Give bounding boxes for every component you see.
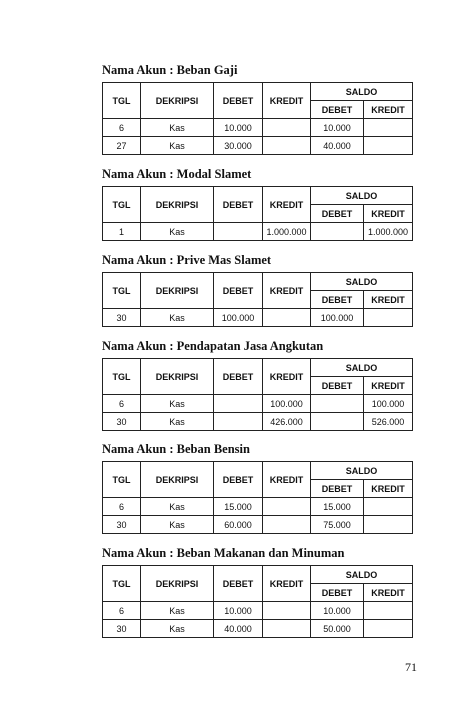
header-saldo-kredit: KREDIT [364, 205, 413, 223]
header-debet: DEBET [214, 187, 263, 223]
cell-deskripsi: Kas [141, 602, 214, 620]
table-row [103, 620, 413, 638]
page-number: 71 [405, 660, 417, 674]
cell-saldo-kredit [364, 119, 413, 137]
cell-deskripsi: Kas [141, 498, 214, 516]
header-kredit: KREDIT [263, 462, 311, 498]
header-kredit: KREDIT [263, 187, 311, 223]
ledger-section [102, 252, 412, 327]
table-row [103, 137, 413, 155]
cell-saldo-kredit: 100.000 [364, 395, 413, 413]
header-saldo: SALDO [311, 83, 413, 101]
cell-deskripsi: Kas [141, 620, 214, 638]
table-row [103, 309, 413, 327]
cell-saldo-debet: 75.000 [311, 516, 364, 534]
header-tgl: TGL [103, 187, 141, 223]
header-saldo-debet: DEBET [311, 291, 364, 309]
cell-deskripsi: Kas [141, 516, 214, 534]
cell-saldo-debet: 100.000 [311, 309, 364, 327]
header-row [103, 273, 413, 291]
cell-kredit [263, 516, 311, 534]
cell-kredit [263, 137, 311, 155]
header-saldo-debet: DEBET [311, 377, 364, 395]
ledger-title: Nama Akun : Pendapatan Jasa Angkutan [102, 339, 324, 353]
header-tgl: TGL [103, 566, 141, 602]
header-saldo: SALDO [311, 566, 413, 584]
cell-tgl: 6 [103, 119, 141, 137]
cell-debet: 40.000 [214, 620, 263, 638]
header-debet: DEBET [214, 359, 263, 395]
header-deskripsi: DEKRIPSI [141, 462, 214, 498]
cell-debet [214, 395, 263, 413]
cell-deskripsi: Kas [141, 223, 214, 241]
cell-deskripsi: Kas [141, 137, 214, 155]
cell-deskripsi: Kas [141, 309, 214, 327]
cell-saldo-debet [311, 413, 364, 431]
cell-debet: 10.000 [214, 119, 263, 137]
header-saldo-kredit: KREDIT [364, 584, 413, 602]
table-row [103, 498, 413, 516]
ledger-table [102, 461, 413, 534]
ledger-table [102, 358, 413, 431]
cell-saldo-kredit [364, 498, 413, 516]
cell-saldo-debet: 10.000 [311, 119, 364, 137]
cell-kredit [263, 620, 311, 638]
header-deskripsi: DEKRIPSI [141, 359, 214, 395]
header-deskripsi: DEKRIPSI [141, 273, 214, 309]
cell-debet: 30.000 [214, 137, 263, 155]
cell-kredit: 1.000.000 [263, 223, 311, 241]
header-tgl: TGL [103, 273, 141, 309]
cell-saldo-debet [311, 223, 364, 241]
header-saldo: SALDO [311, 359, 413, 377]
ledger-section [102, 441, 412, 534]
ledger-title: Nama Akun : Beban Gaji [102, 63, 238, 77]
header-row [103, 83, 413, 101]
cell-saldo-kredit [364, 602, 413, 620]
header-saldo-kredit: KREDIT [364, 377, 413, 395]
cell-tgl: 6 [103, 602, 141, 620]
cell-debet [214, 413, 263, 431]
cell-saldo-debet: 40.000 [311, 137, 364, 155]
header-saldo-kredit: KREDIT [364, 101, 413, 119]
header-debet: DEBET [214, 273, 263, 309]
table-row [103, 119, 413, 137]
header-saldo-debet: DEBET [311, 101, 364, 119]
cell-saldo-kredit: 526.000 [364, 413, 413, 431]
header-saldo: SALDO [311, 462, 413, 480]
cell-tgl: 30 [103, 620, 141, 638]
header-saldo: SALDO [311, 187, 413, 205]
cell-kredit [263, 309, 311, 327]
header-row [103, 359, 413, 377]
table-row [103, 395, 413, 413]
header-saldo: SALDO [311, 273, 413, 291]
ledger-table [102, 186, 413, 241]
table-row [103, 602, 413, 620]
header-kredit: KREDIT [263, 273, 311, 309]
cell-tgl: 1 [103, 223, 141, 241]
ledger-title: Nama Akun : Prive Mas Slamet [102, 253, 272, 267]
cell-tgl: 6 [103, 395, 141, 413]
header-row [103, 566, 413, 584]
ledger-section [102, 62, 412, 155]
cell-kredit [263, 602, 311, 620]
ledger-section [102, 166, 412, 241]
cell-kredit [263, 119, 311, 137]
cell-deskripsi: Kas [141, 413, 214, 431]
cell-saldo-kredit [364, 137, 413, 155]
cell-tgl: 27 [103, 137, 141, 155]
header-debet: DEBET [214, 566, 263, 602]
ledger-title: Nama Akun : Beban Bensin [102, 442, 250, 456]
cell-debet [214, 223, 263, 241]
cell-deskripsi: Kas [141, 119, 214, 137]
cell-saldo-debet [311, 395, 364, 413]
cell-saldo-kredit [364, 620, 413, 638]
header-tgl: TGL [103, 83, 141, 119]
header-saldo-debet: DEBET [311, 480, 364, 498]
cell-saldo-debet: 15.000 [311, 498, 364, 516]
ledger-title: Nama Akun : Beban Makanan dan Minuman [102, 546, 345, 560]
cell-kredit: 100.000 [263, 395, 311, 413]
cell-tgl: 30 [103, 516, 141, 534]
ledger-section [102, 545, 412, 638]
header-kredit: KREDIT [263, 566, 311, 602]
cell-tgl: 30 [103, 309, 141, 327]
cell-saldo-kredit: 1.000.000 [364, 223, 413, 241]
cell-kredit [263, 498, 311, 516]
table-row [103, 223, 413, 241]
header-saldo-debet: DEBET [311, 205, 364, 223]
header-kredit: KREDIT [263, 359, 311, 395]
header-tgl: TGL [103, 359, 141, 395]
ledger-table [102, 82, 413, 155]
header-deskripsi: DEKRIPSI [141, 83, 214, 119]
cell-saldo-debet: 50.000 [311, 620, 364, 638]
ledger-table [102, 272, 413, 327]
cell-kredit: 426.000 [263, 413, 311, 431]
cell-saldo-debet: 10.000 [311, 602, 364, 620]
header-tgl: TGL [103, 462, 141, 498]
cell-tgl: 30 [103, 413, 141, 431]
header-deskripsi: DEKRIPSI [141, 566, 214, 602]
header-debet: DEBET [214, 83, 263, 119]
cell-tgl: 6 [103, 498, 141, 516]
cell-saldo-kredit [364, 516, 413, 534]
cell-deskripsi: Kas [141, 395, 214, 413]
cell-debet: 15.000 [214, 498, 263, 516]
header-row [103, 187, 413, 205]
table-row [103, 516, 413, 534]
header-saldo-debet: DEBET [311, 584, 364, 602]
ledger-table [102, 565, 413, 638]
cell-debet: 10.000 [214, 602, 263, 620]
ledger-section [102, 338, 412, 431]
header-saldo-kredit: KREDIT [364, 480, 413, 498]
header-row [103, 462, 413, 480]
ledger-title: Nama Akun : Modal Slamet [102, 167, 252, 181]
header-kredit: KREDIT [263, 83, 311, 119]
header-deskripsi: DEKRIPSI [141, 187, 214, 223]
cell-saldo-kredit [364, 309, 413, 327]
table-row [103, 413, 413, 431]
cell-debet: 100.000 [214, 309, 263, 327]
header-debet: DEBET [214, 462, 263, 498]
header-saldo-kredit: KREDIT [364, 291, 413, 309]
cell-debet: 60.000 [214, 516, 263, 534]
